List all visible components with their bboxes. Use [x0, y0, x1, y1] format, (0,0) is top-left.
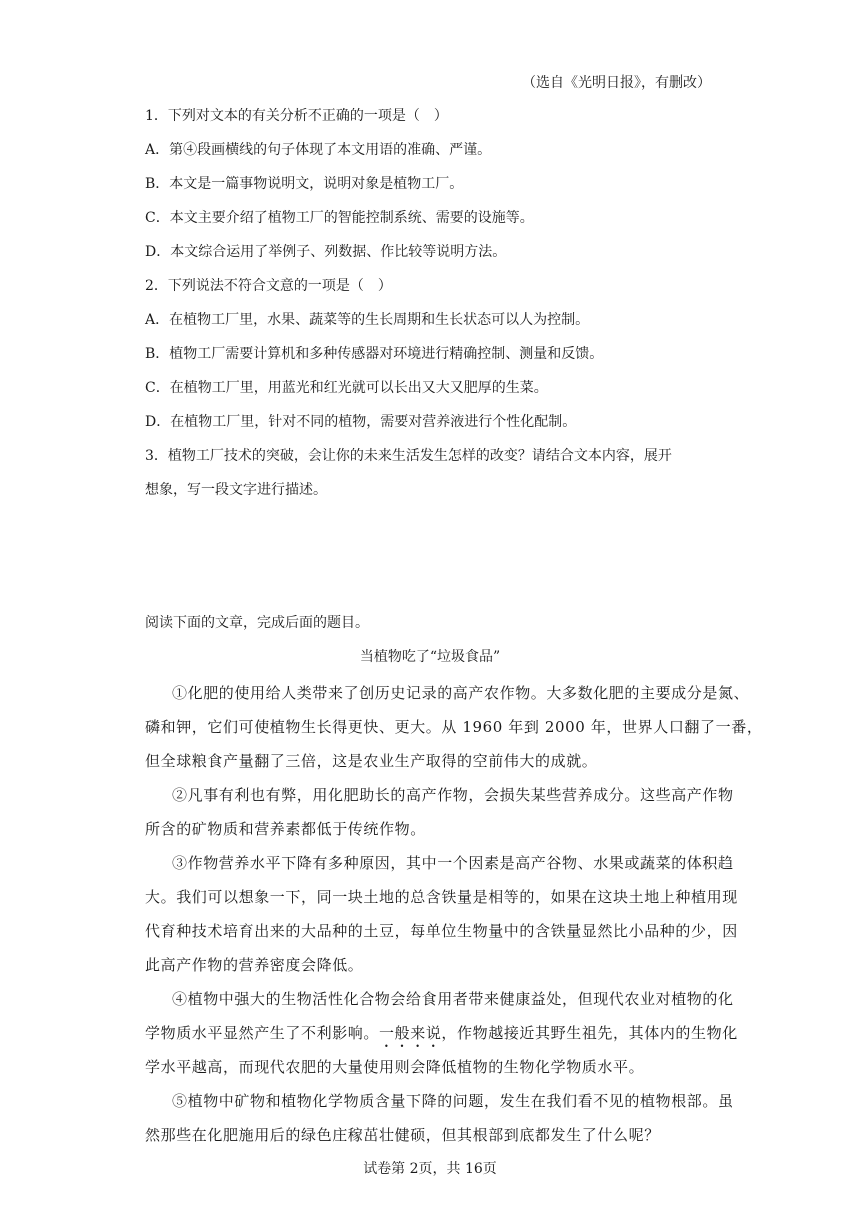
reading-instruction: 阅读下面的文章，完成后面的题目。	[145, 615, 369, 631]
question-1-option-a: A．第④段画横线的句子体现了本文用语的准确、严谨。	[145, 142, 492, 158]
question-1-stem: 1．下列对文本的有关分析不正确的一项是（ ）	[145, 108, 448, 124]
paragraph-2-line-2: 所含的矿物质和营养素都低于传统作物。	[145, 820, 426, 838]
paragraph-4-line-3: 学水平越高，而现代农肥的大量使用则会降低植物的生物化学物质水平。	[145, 1058, 645, 1076]
article-title: 当植物吃了“垃圾食品”	[359, 649, 501, 665]
question-2-option-a: A．在植物工厂里，水果、蔬菜等的生长周期和生长状态可以人为控制。	[145, 312, 590, 328]
paragraph-1-line-1: ①化肥的使用给人类带来了创历史记录的高产农作物。大多数化肥的主要成分是氮、	[172, 684, 750, 702]
paragraph-1-line-2: 磷和钾，它们可使植物生长得更快、更大。从 1960 年到 2000 年，世界人口翻了一番，	[145, 718, 763, 736]
paragraph-4-line-2	[145, 1023, 738, 1051]
question-1-option-c: C．本文主要介绍了植物工厂的智能控制系统、需要的设施等。	[145, 210, 534, 226]
page-footer: 试卷第 2页，共 16页	[363, 1161, 497, 1177]
question-2-stem: 2．下列说法不符合文意的一项是（ ）	[145, 278, 392, 294]
question-2-option-d: D．在植物工厂里，针对不同的植物，需要对营养液进行个性化配制。	[145, 414, 577, 430]
paragraph-4-line-2-head: 学物质水平显然产生了不利影响。	[145, 1024, 380, 1042]
paragraph-3-line-3: 代育种技术培育出来的大品种的土豆，每单位生物量中的含铁量显然比小品种的少，因	[145, 922, 738, 940]
paragraph-5-line-2: 然那些在化肥施用后的绿色庄稼茁壮健硕，但其根部到底都发生了什么呢？	[145, 1126, 660, 1144]
paragraph-1-line-3: 但全球粮食产量翻了三倍，这是农业生产取得的空前伟大的成就。	[145, 752, 598, 770]
source-note: （选自《光明日报》，有删改）	[522, 75, 711, 91]
paragraph-2-line-1: ②凡事有利也有弊，用化肥助长的高产作物，会损失某些营养成分。这些高产作物	[172, 786, 734, 804]
emphasized-phrase: 一般来说	[379, 1024, 442, 1042]
paragraph-3-line-2: 大。我们可以想象一下，同一块土地的总含铁量是相等的，如果在这块土地上种植用现	[145, 888, 738, 906]
question-1-option-b: B．本文是一篇事物说明文，说明对象是植物工厂。	[145, 176, 464, 192]
paragraph-4-line-2-tail: ，作物越接近其野生祖先，其体内的生物化	[441, 1024, 738, 1042]
question-1-option-d: D．本文综合运用了举例子、列数据、作比较等说明方法。	[145, 244, 507, 260]
question-3-stem-line-1: 3．植物工厂技术的突破，会让你的未来生活发生怎样的改变？请结合文本内容，展开	[145, 448, 672, 464]
paragraph-3-line-1: ③作物营养水平下降有多种原因，其中一个因素是高产谷物、水果或蔬菜的体积趋	[172, 854, 734, 872]
paragraph-3-line-4: 此高产作物的营养密度会降低。	[145, 956, 364, 974]
paragraph-5-line-1: ⑤植物中矿物和植物化学物质含量下降的问题，发生在我们看不见的植物根部。虽	[172, 1092, 734, 1110]
question-2-option-c: C．在植物工厂里，用蓝光和红光就可以长出又大又肥厚的生菜。	[145, 380, 548, 396]
paragraph-4-line-1: ④植物中强大的生物活性化合物会给食用者带来健康益处，但现代农业对植物的化	[172, 990, 734, 1008]
question-3-stem-line-2: 想象，写一段文字进行描述。	[145, 482, 327, 498]
question-2-option-b: B．植物工厂需要计算机和多种传感器对环境进行精确控制、测量和反馈。	[145, 346, 604, 362]
